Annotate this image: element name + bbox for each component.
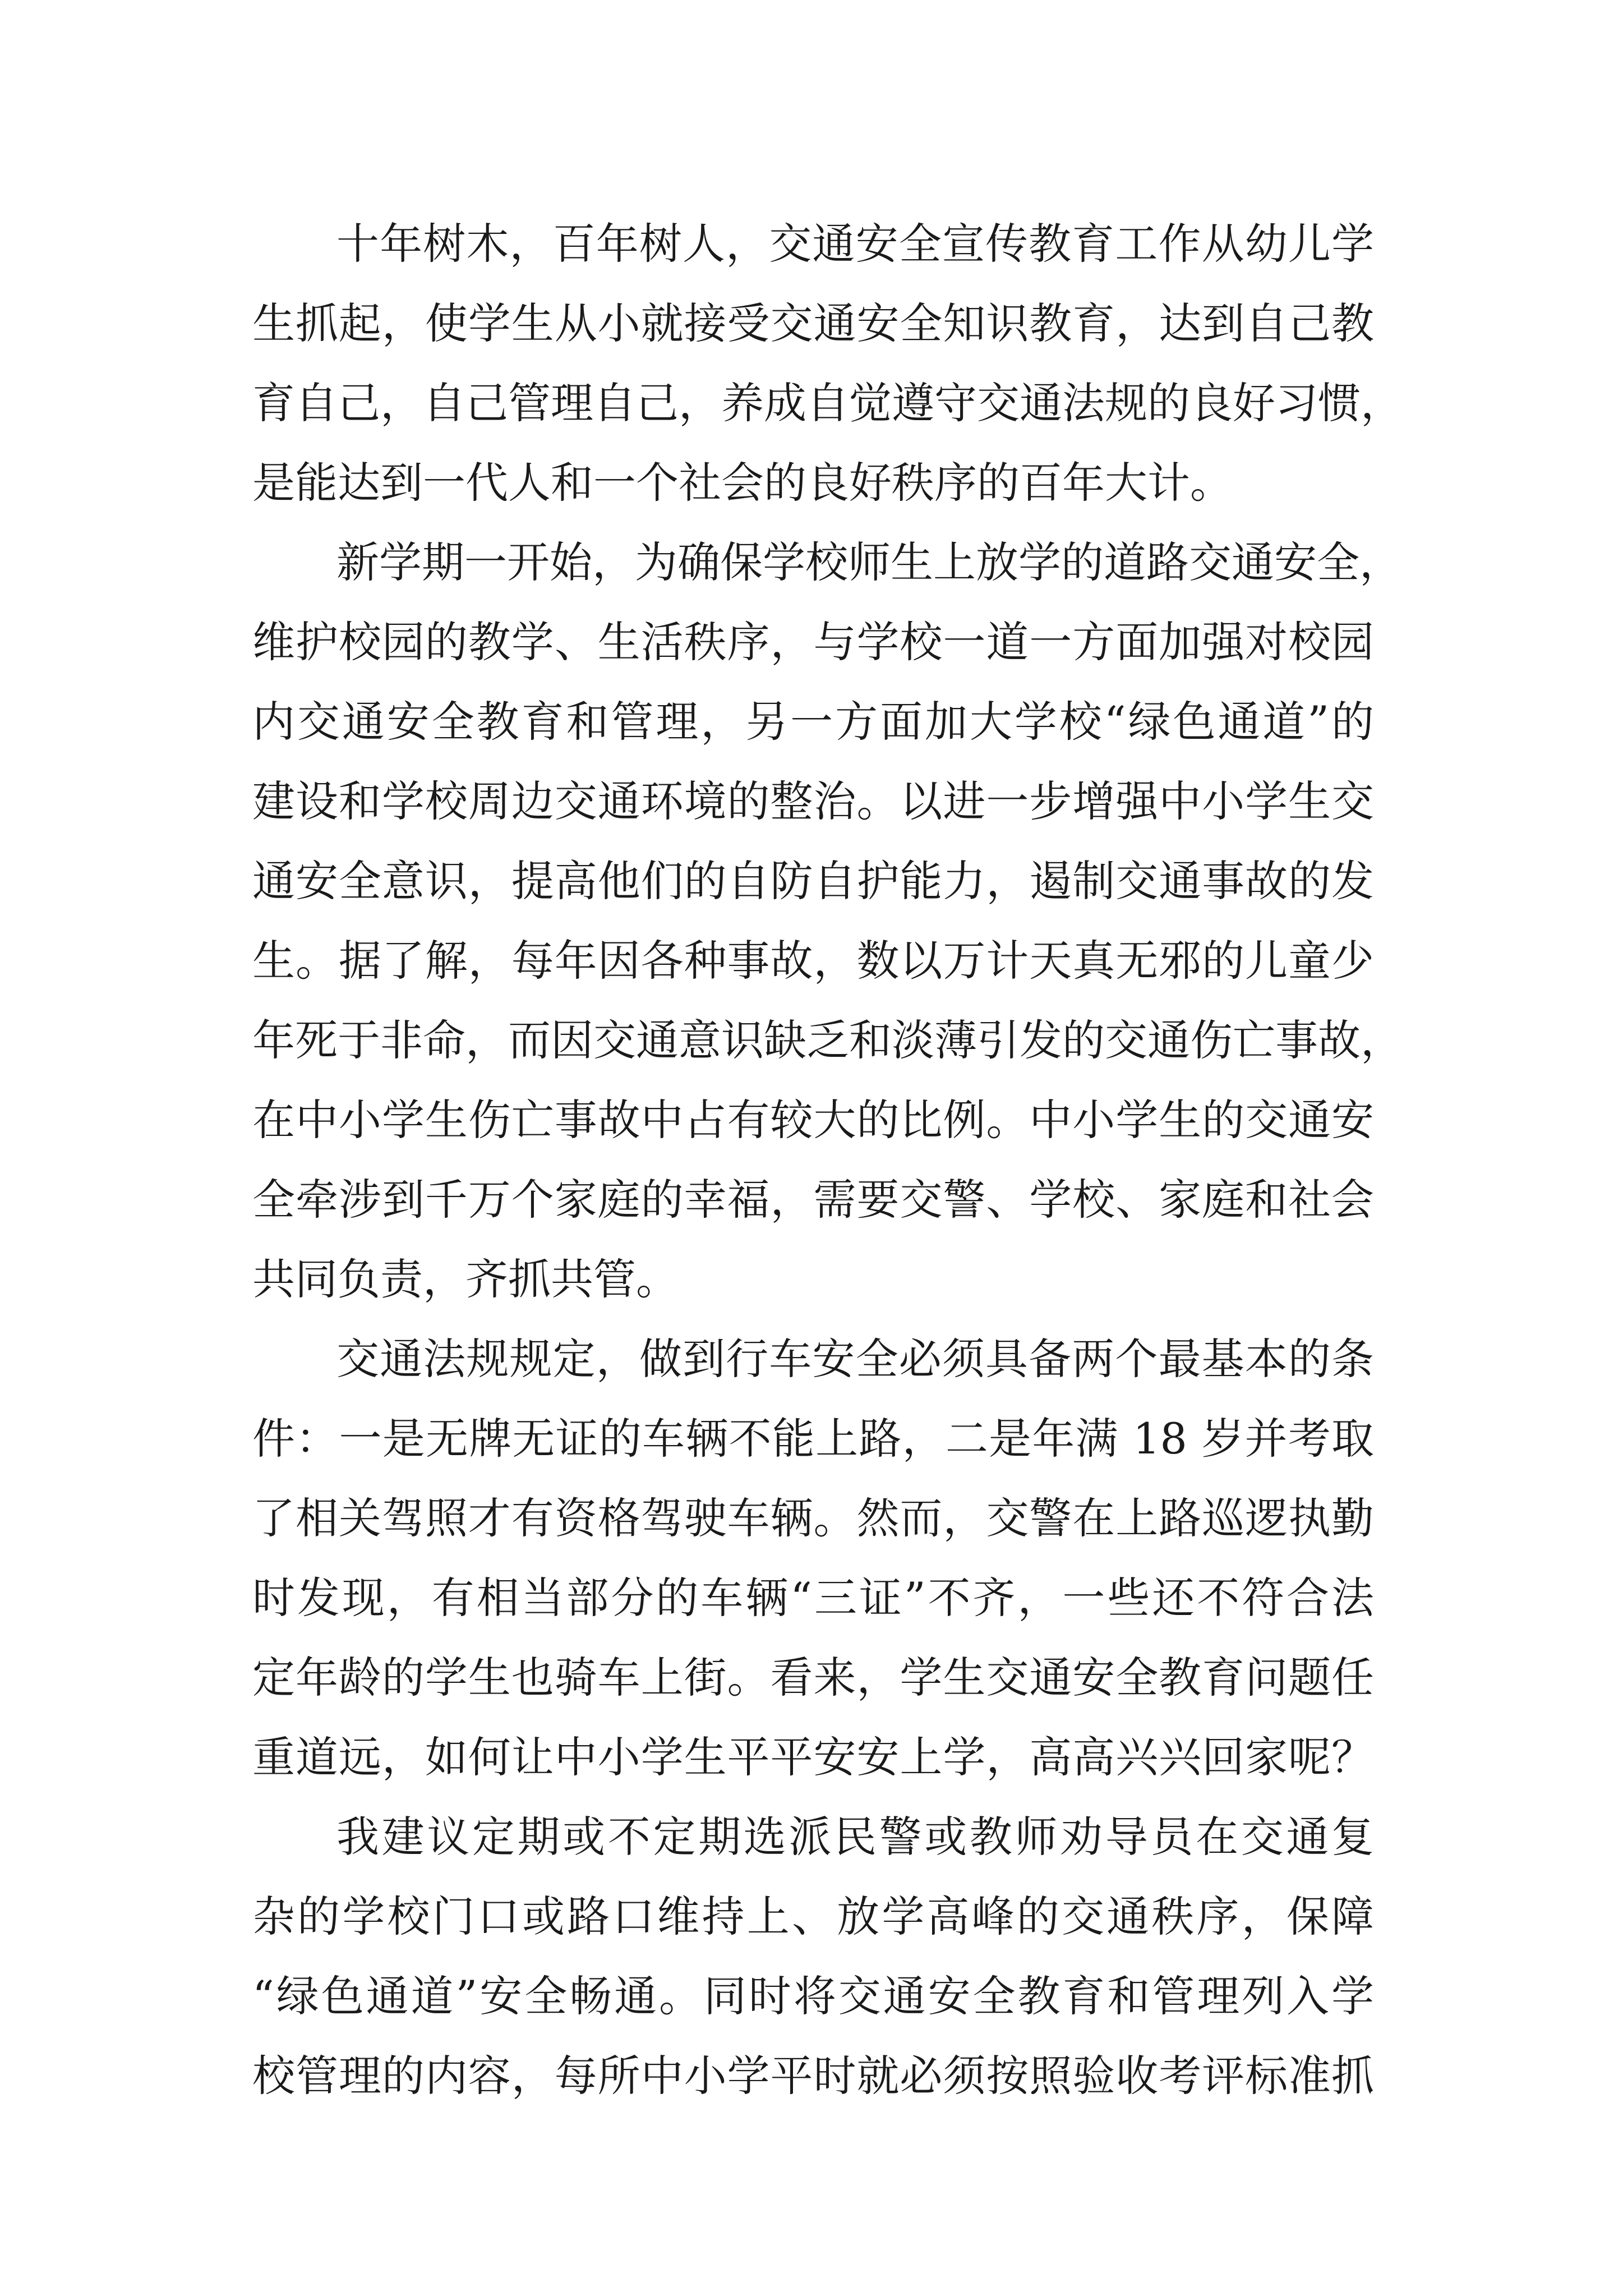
paragraph-3-line-2: 件：一是无牌无证的车辆不能上路，二是年满 18 岁并考取 bbox=[252, 1414, 1374, 1464]
paragraph-3-line-4: 时发现，有相当部分的车辆“三证”不齐，一些还不符合法 bbox=[252, 1573, 1374, 1623]
paragraph-2-line-3: 内交通安全教育和管理，另一方面加大学校“绿色通道”的 bbox=[252, 697, 1374, 747]
paragraph-4-line-2: 杂的学校门口或路口维持上、放学高峰的交通秩序，保障 bbox=[252, 1892, 1374, 1941]
paragraph-2-line-7: 年死于非命，而因交通意识缺乏和淡薄引发的交通伤亡事故， bbox=[252, 1015, 1403, 1065]
paragraph-4-line-3: “绿色通道”安全畅通。同时将交通安全教育和管理列入学 bbox=[252, 1971, 1374, 2021]
paragraph-2-line-6: 生。据了解，每年因各种事故，数以万计天真无邪的儿童少 bbox=[252, 936, 1374, 986]
paragraph-1-line-4: 是能达到一代人和一个社会的良好秩序的百年大计。 bbox=[252, 458, 1233, 508]
paragraph-1-line-3: 育自己，自己管理自己，养成自觉遵守交通法规的良好习惯， bbox=[252, 378, 1403, 428]
paragraph-1-line-2: 生抓起，使学生从小就接受交通安全知识教育，达到自己教 bbox=[252, 298, 1374, 348]
paragraph-2-line-4: 建设和学校周边交通环境的整治。以进一步增强中小学生交 bbox=[252, 776, 1374, 826]
paragraph-2-line-2: 维护校园的教学、生活秩序，与学校一道一方面加强对校园 bbox=[252, 617, 1374, 667]
paragraph-2-line-9: 全牵涉到千万个家庭的幸福，需要交警、学校、家庭和社会 bbox=[252, 1175, 1374, 1225]
paragraph-2-line-1: 新学期一开始，为确保学校师生上放学的道路交通安全， bbox=[336, 537, 1402, 587]
paragraph-3-line-6: 重道远，如何让中小学生平平安安上学，高高兴兴回家呢？ bbox=[252, 1732, 1374, 1782]
paragraph-3-line-3: 了相关驾照才有资格驾驶车辆。然而，交警在上路巡逻执勤 bbox=[252, 1493, 1374, 1543]
paragraph-2-line-5: 通安全意识，提高他们的自防自护能力，遏制交通事故的发 bbox=[252, 856, 1374, 906]
paragraph-2-line-8: 在中小学生伤亡事故中占有较大的比例。中小学生的交通安 bbox=[252, 1095, 1374, 1145]
paragraph-4-line-1: 我建议定期或不定期选派民警或教师劝导员在交通复 bbox=[336, 1812, 1374, 1862]
paragraph-4-line-4: 校管理的内容，每所中小学平时就必须按照验收考评标准抓 bbox=[252, 2051, 1374, 2101]
paragraph-3-line-1: 交通法规规定，做到行车安全必须具备两个最基本的条 bbox=[336, 1334, 1374, 1384]
paragraph-2-line-10: 共同负责，齐抓共管。 bbox=[252, 1254, 679, 1304]
paragraph-1-line-1: 十年树木，百年树人，交通安全宣传教育工作从幼儿学 bbox=[336, 219, 1374, 269]
paragraph-3-line-5: 定年龄的学生也骑车上街。看来，学生交通安全教育问题任 bbox=[252, 1653, 1374, 1703]
